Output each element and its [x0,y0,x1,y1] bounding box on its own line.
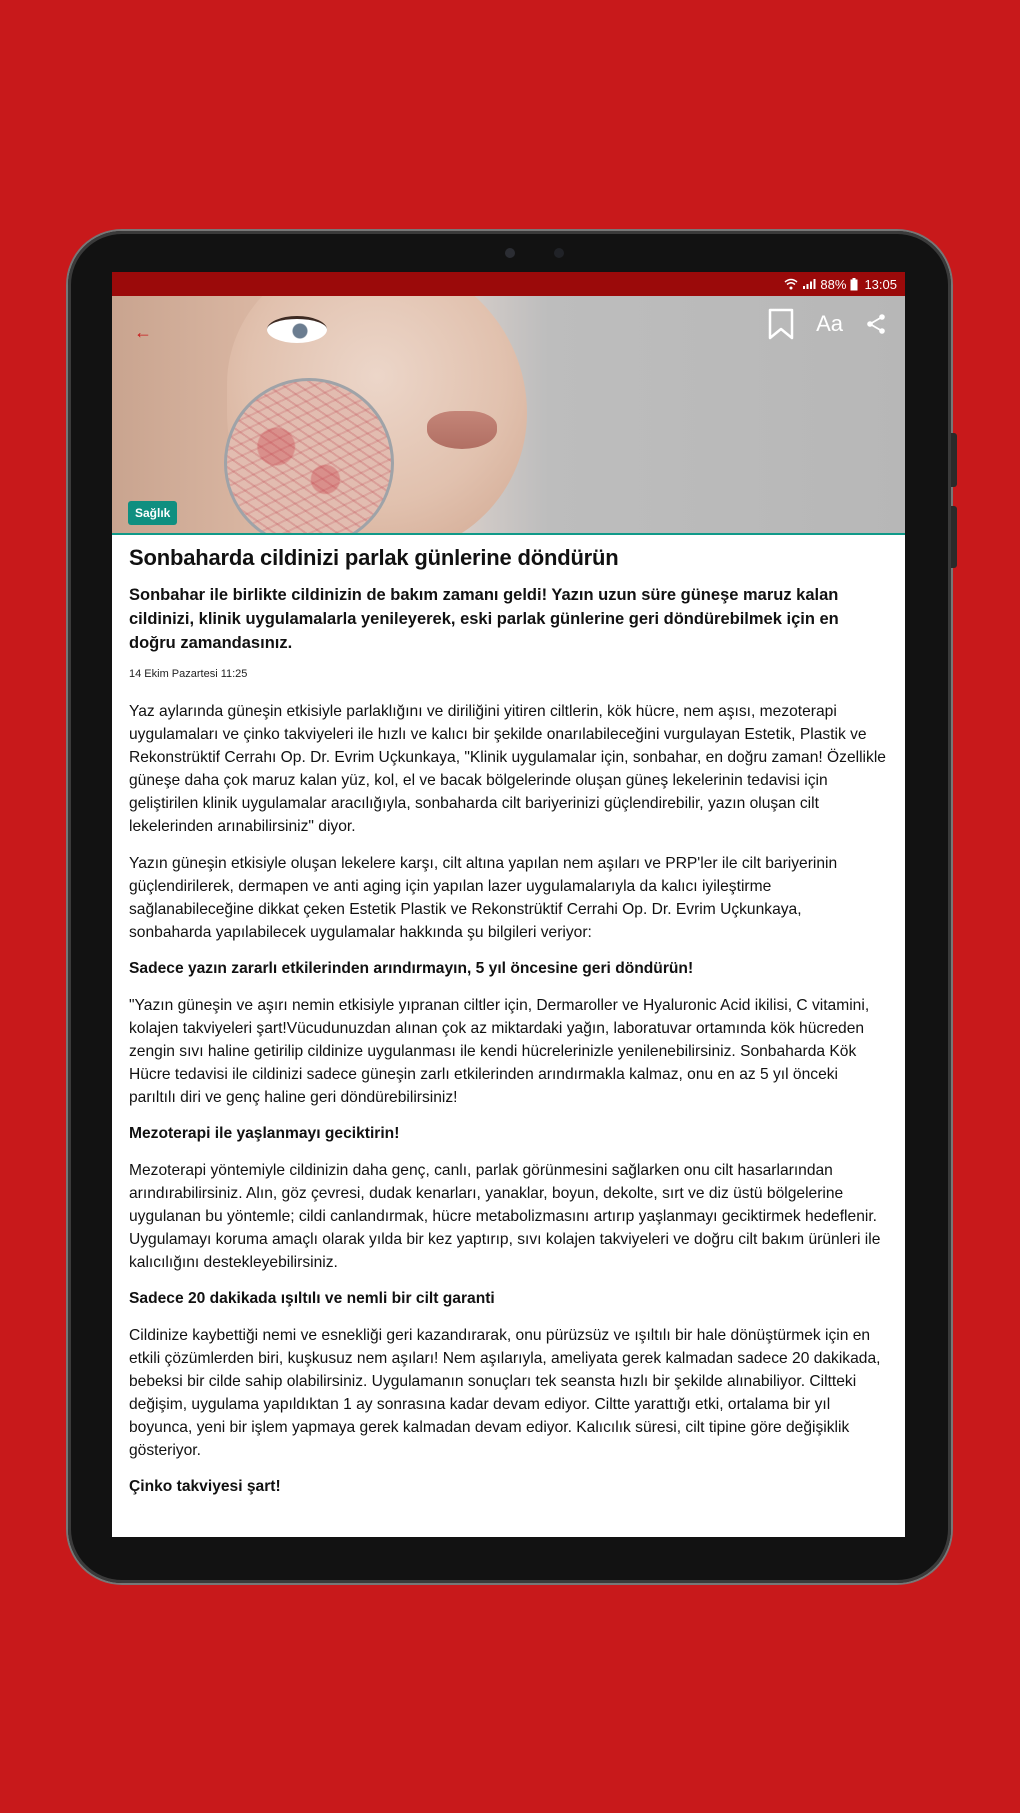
battery-percent: 88% [820,276,847,292]
subheading: Sadece yazın zararlı etkilerinden arındırmayın, 5 yıl öncesine geri döndürün! [129,960,694,977]
power-button [951,506,957,568]
screen [112,272,905,1537]
paragraph: Cildinize kaybettiği nemi ve esnekliği geri kazandırarak, onu pürüzsüz ve ışıltılı bir hale dönüştürmek için en etkili çözümlerden biri, kuşkusuz nem aşıları! Nem aşılarıyla, ameliyata gerek kalmadan sadece 20 dakikada, bebeksi bir cilde sahip olabilirsiniz. Uygulamanın sonuçları tek seansta hızlı bir şekilde alınabiliyor. Ciltteki değişim, uygulama yapıldıktan 1 ay sonrasına kadar devam ediyor. Ciltte yarattığı etki, ortalama bir yıl boyunca, yeni bir işlem yapmaya gerek kalmadan devam ediyor. Kalıcılık süresi, cilt tipine göre değişiklik gösteriyor. [129,1327,881,1459]
lips-illustration [427,411,497,449]
volume-button [951,433,957,487]
back-arrow-icon[interactable]: ← [134,322,152,342]
subheading: Mezoterapi ile yaşlanmayı geciktirin! [129,1125,400,1142]
font-size-button[interactable]: Aa [816,311,843,336]
paragraph: Mezoterapi yöntemiyle cildinizin daha genç, canlı, parlak görünmesini sağlarken onu cilt hasarlarından arındırabilirsiniz. Alın, göz çevresi, dudak kenarları, yanaklar, boyun, dekolte, sırt ve diz üstü bölgelerine uygulanan bu yöntemle; cildi canlandırmak, hücre metabolizmasını artırıp yaşlanmayı geciktirmek hedeflenir. Uygulamayı koruma amaçlı olarak yılda bir kez yaptırıp, sıvı kolajen takviyeleri ve doğru cilt bakım ürünleri ile kalıcılığını destekleyebilirsiniz. [129,1162,881,1271]
article-title: Sonbaharda cildinizi parlak günlerine döndürün [129,545,619,570]
subheading: Sadece 20 dakikada ışıltılı ve nemli bir cilt garanti [129,1290,495,1307]
battery-icon [850,278,858,291]
signal-icon [802,278,816,290]
tablet-frame [68,231,951,1583]
clock: 13:05 [864,276,897,292]
eye-illustration [267,316,327,343]
bookmark-icon[interactable] [768,308,794,340]
article-body [112,535,905,1498]
share-icon[interactable] [865,313,887,335]
article-date: 14 Ekim Pazartesi 11:25 [129,668,248,680]
status-bar [112,272,905,296]
paragraph: "Yazın güneşin ve aşırı nemin etkisiyle yıpranan ciltler için, Dermaroller ve Hyaluronic Acid ikilisi, C vitamini, kolajen takviyeleri şart!Vücudunuzdan alınan çok az miktardaki yağın, laboratuvar ortamında kök hücreden zengin sıvı haline getirilip cildinize uygulanması ile kendi hücrelerinizle yenilenebilirsiniz. Sonbaharda Kök Hücre tedavisi ile cildinizi sadece güneşin zarlı etkilerinden arındırmakla kalmaz, onu en az 5 yıl önceki parıltılı diri ve genç haline geri döndürebilirsiniz! [129,997,870,1106]
category-tag[interactable]: Sağlık [128,501,177,525]
article-lead: Sonbahar ile birlikte cildinizin de bakım zamanı geldi! Yazın uzun süre güneşe maruz kalan cildinizi, klinik uygulamalarla yenileyerek, eski parlak günlerine geri döndürebilmek için en doğru zamandasınız. [129,586,839,652]
paragraph: Yazın güneşin etkisiyle oluşan lekelere karşı, cilt altına yapılan nem aşıları ve PRP'ler ile cilt bariyerinin güçlendirilerek, dermapen ve anti aging için yapılan lazer uygulamalarıyla da kalıcı iyileştirme sağlanabileceğine dikkat çeken Estetik Plastik ve Rekonstrüktif Cerrahi Op. Dr. Evrim Uçkunkaya, sonbaharda yapılabilecek uygulamalar hakkında şu bilgileri veriyor: [129,855,838,941]
wifi-icon [784,278,798,290]
sensor [554,248,564,258]
front-camera [505,248,515,258]
subheading: Çinko takviyesi şart! [129,1478,281,1495]
article-toolbar [768,308,887,340]
hero-image [112,296,905,533]
paragraph: Yaz aylarında güneşin etkisiyle parlaklığını ve diriliğini yitiren ciltlerin, kök hücre, nem aşısı, mezoterapi uygulamaları ve çinko takviyeleri ile hızlı ve kalıcı bir şekilde onarılabileceğini vurgulayan Estetik, Plastik ve Rekonstrüktif Cerrahı Op. Dr. Evrim Uçkunkaya, "Klinik uygulamalar için, sonbahar, en doğru zaman! Özellikle güneşe daha çok maruz kalan yüz, kol, el ve bacak bölgelerinde oluşan güneş lekelerinin tedavisi için geliştirilen klinik uygulamalar aracılığıyla, sonbaharda cilt bariyerinizi güçlendirebilir, yazın oluşan cilt lekelerinden arınabilirsiniz" diyor. [129,703,886,835]
